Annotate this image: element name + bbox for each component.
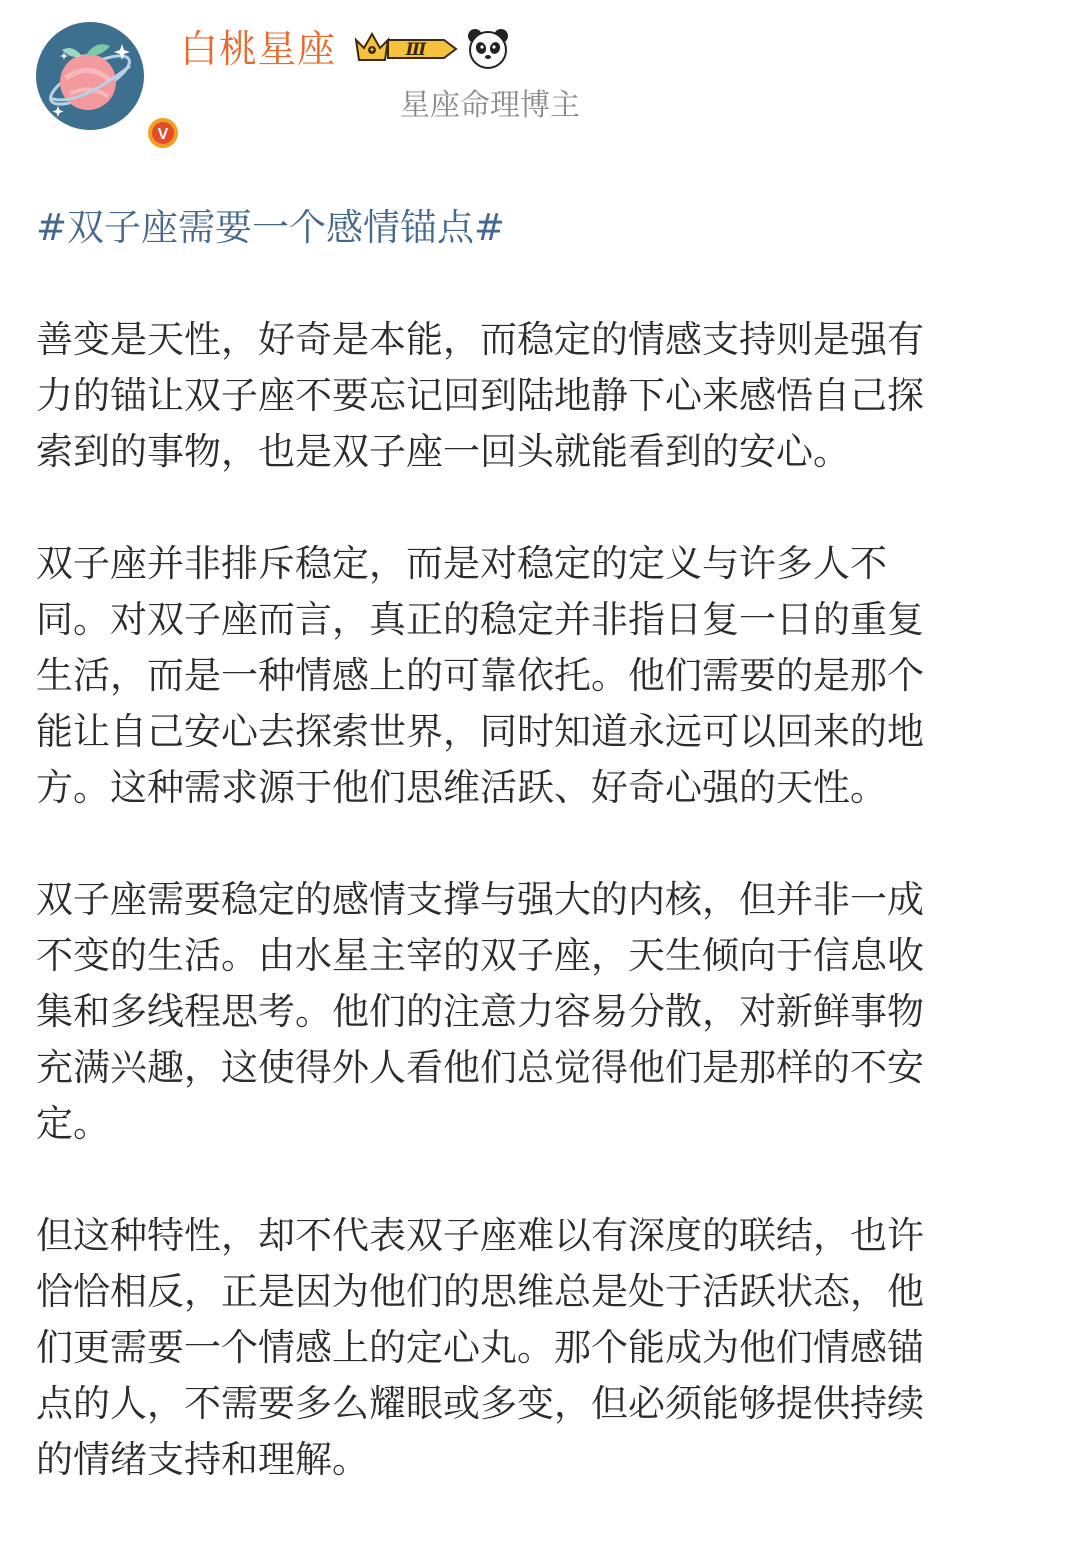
- vip-level-text: Ⅲ: [405, 40, 427, 60]
- author-description: 星座命理博主: [400, 88, 580, 123]
- text-line: 善变是天性，好奇是本能，而稳定的情感支持则是强有: [36, 318, 924, 361]
- text-line: 定。: [36, 1102, 110, 1145]
- text-line: 索到的事物，也是双子座一回头就能看到的安心。: [36, 430, 850, 473]
- panda-icon: [466, 26, 510, 70]
- text-line: 但这种特性，却不代表双子座难以有深度的联结，也许: [36, 1214, 924, 1257]
- text-line: 生活，而是一种情感上的可靠依托。他们需要的是那个: [36, 654, 924, 697]
- author-avatar[interactable]: [36, 22, 169, 143]
- text-line: 同。对双子座而言，真正的稳定并非指日复一日的重复: [36, 598, 924, 641]
- vip-level-badge[interactable]: [352, 28, 460, 70]
- text-line: 力的锚让双子座不要忘记回到陆地静下心来感悟自己探: [36, 374, 924, 417]
- text-line: 恰恰相反，正是因为他们的思维总是处于活跃状态，他: [36, 1270, 924, 1313]
- text-line: 双子座并非排斥稳定，而是对稳定的定义与许多人不: [36, 542, 887, 585]
- text-line: 点的人，不需要多么耀眼或多变，但必须能够提供持续: [36, 1382, 924, 1425]
- text-line: 集和多线程思考。他们的注意力容易分散，对新鲜事物: [36, 990, 924, 1033]
- post-paragraph-2: [36, 536, 1036, 816]
- text-line: 方。这种需求源于他们思维活跃、好奇心强的天性。: [36, 766, 887, 809]
- text-line: 能让自己安心去探索世界，同时知道永远可以回来的地: [36, 710, 924, 753]
- post-paragraph-1: [36, 312, 1036, 480]
- text-line: 双子座需要稳定的感情支撑与强大的内核，但并非一成: [36, 878, 924, 921]
- post-paragraph-3: [36, 872, 1036, 1152]
- post-content: [36, 200, 1036, 1544]
- author-name[interactable]: 白桃星座: [180, 27, 337, 71]
- text-line: 的情绪支持和理解。: [36, 1438, 369, 1481]
- verified-icon: [144, 114, 182, 152]
- verified-mark: V: [157, 126, 169, 143]
- post-paragraph-4: [36, 1208, 1036, 1488]
- peach-planet-icon: [36, 22, 144, 130]
- text-line: 不变的生活。由水星主宰的双子座，天生倾向于信息收: [36, 934, 924, 977]
- text-line: 们更需要一个情感上的定心丸。那个能成为他们情感锚: [36, 1326, 924, 1369]
- topic-hashtag-link[interactable]: #双子座需要一个感情锚点#: [36, 206, 506, 249]
- post-header: [0, 0, 1080, 143]
- text-line: 充满兴趣，这使得外人看他们总觉得他们是那样的不安: [36, 1046, 924, 1089]
